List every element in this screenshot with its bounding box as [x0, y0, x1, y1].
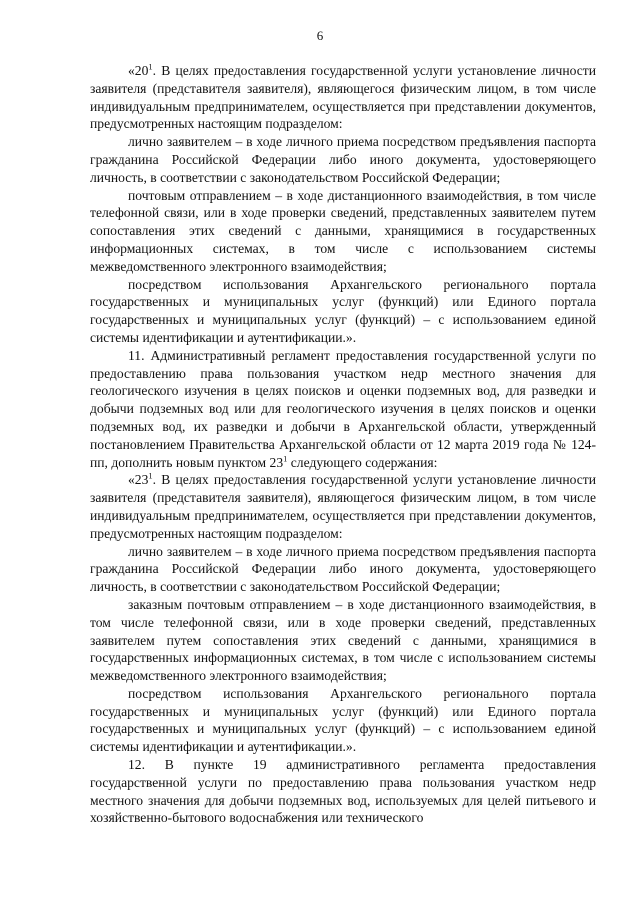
page-number: 6 [316, 28, 324, 43]
paragraph-text: следующего содержания: [287, 454, 438, 470]
superscript: 1 [283, 453, 288, 463]
paragraph-postal [90, 187, 596, 276]
paragraph-text: «20 [128, 63, 149, 78]
paragraph-item-11 [90, 347, 596, 472]
paragraph-text: 12. В пункте 19 административного регламента предоставления государственной услуги по предоставлению права пользования участком недр местного значения для добычи подземных вод, используемых для целей питьевого и хозяйственно-бытового водоснабжения или технического [90, 757, 596, 826]
paragraph-text: . В целях предоставления государственной услуги установление личности заявителя (представителя заявителя), являющегося физическим лицом, в том числе индивидуальным предпринимателем, осуществляется при представлении документов, предусмотренных настоящим подразделом: [90, 63, 596, 132]
paragraph-registered-postal [90, 596, 596, 685]
paragraph-in-person [90, 133, 596, 186]
paragraph-text: посредством использования Архангельского регионального портала государственных и муниципальных услуг (функций) или Единого портала государственных и муниципальных услуг (функций) – с использованием единой системы идентификации и аутентификации.». [90, 685, 596, 755]
superscript: 1 [148, 470, 153, 481]
paragraph-item-12 [90, 756, 596, 827]
paragraph-text: . В целях предоставления государственной услуги установление личности заявителя (представителя заявителя), являющегося физическим лицом, в том числе индивидуальным предпринимателем, осуществляется при представлении документов, предусмотренных настоящим подразделом: [90, 472, 596, 541]
paragraph-portal [90, 276, 596, 347]
superscript: 1 [148, 61, 153, 72]
paragraph-20-1 [90, 62, 596, 133]
paragraph-in-person [90, 543, 596, 596]
paragraph-text: лично заявителем – в ходе личного приема посредством предъявления паспорта гражданина Российской Федерации либо иного документа, удостоверяющего личность, в соответствии с законодательством Российской Федерации; [90, 543, 596, 595]
paragraph-text: лично заявителем – в ходе личного приема посредством предъявления паспорта гражданина Российской Федерации либо иного документа, удостоверяющего личность, в соответствии с законодательством Российской Федерации; [90, 134, 596, 185]
paragraph-text: почтовым отправлением – в ходе дистанционного взаимодействия, в том числе телефонной связи, или в ходе проверки сведений, представленных заявителем путем сопоставления этих сведений с данными, хранящимися в государственных информационных системах, в том числе с использованием системы межведомственного электронного взаимодействия; [90, 187, 596, 274]
paragraph-text: 11. Административный регламент предоставления государственной услуги по предоставлению права пользования участком недр местного значения для геологического изучения в целях поисков и оценки подземных вод, для разведки и добычи подземных вод или для геологического изучения в целях поисков и оценки подземных вод, их разведки и добычи в Архангельской области, утвержденный постановлением Правительства Архангельской области от 12 марта 2019 года № 124-пп, дополнить новым пунктом 23 [90, 347, 596, 470]
paragraph-text: посредством использования Архангельского регионального портала государственных и муниципальных услуг (функций) или Единого портала государственных и муниципальных услуг (функций) – с использованием единой системы идентификации и аутентификации.». [90, 276, 596, 345]
paragraph-text: «23 [128, 472, 149, 488]
paragraph-text: заказным почтовым отправлением – в ходе дистанционного взаимодействия, в том числе телефонной связи, или в ходе проверки сведений, представленных заявителем путем сопоставления этих сведений с данными, хранящимися в государственных информационных системах, в том числе с использованием системы межведомственного электронного взаимодействия; [90, 596, 596, 684]
paragraph-portal [90, 685, 596, 756]
paragraph-23-1 [90, 471, 596, 542]
document-body [90, 62, 596, 827]
